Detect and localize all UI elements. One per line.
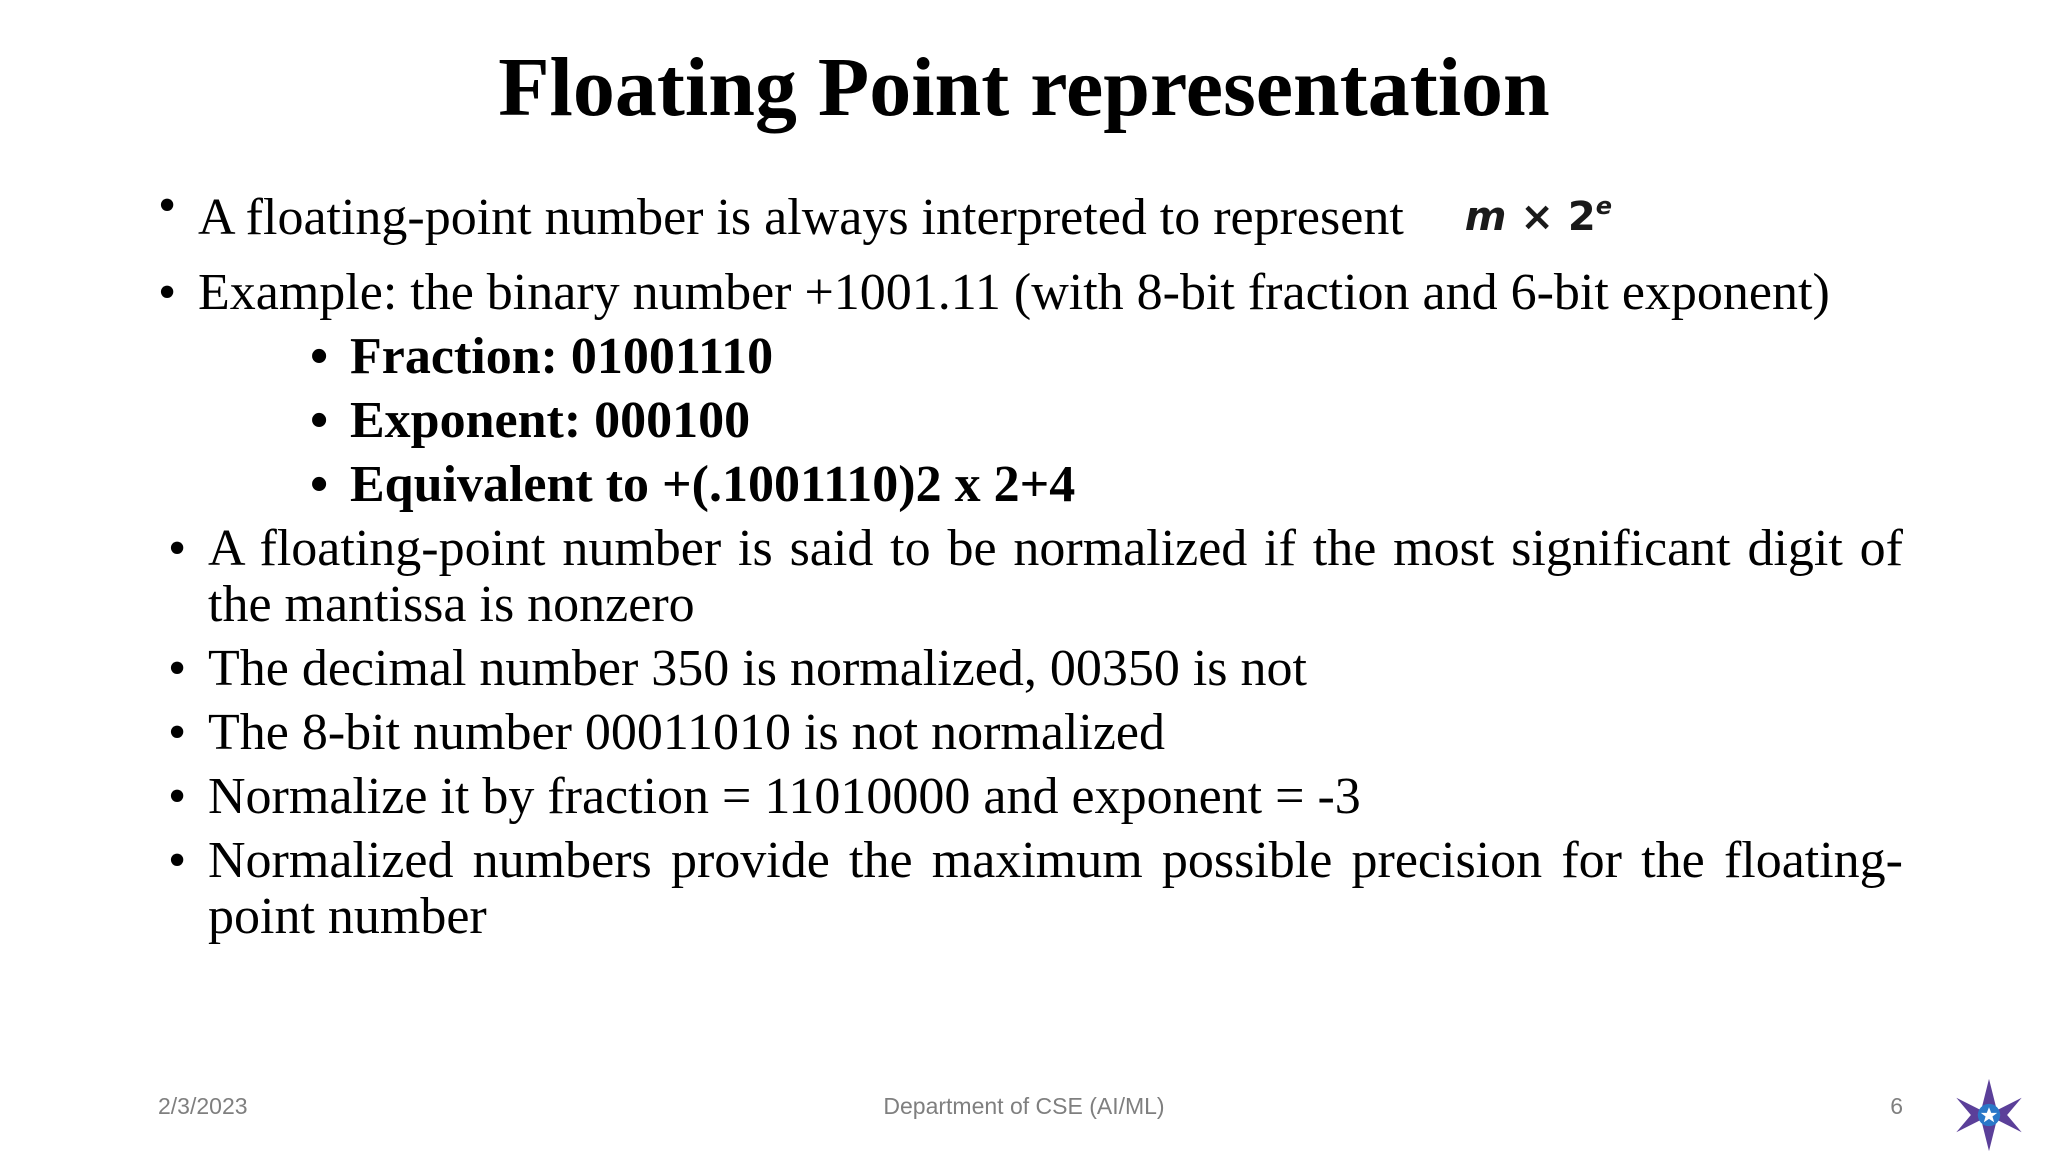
bullet-item xyxy=(158,705,1903,761)
bullet-text: A floating-point number is always interpreted to represent xyxy=(198,189,1404,246)
bullet-text: The decimal number 350 is normalized, 00350 is not xyxy=(208,640,1307,697)
bullet-item xyxy=(158,833,1903,945)
bullet-item xyxy=(158,769,1903,825)
formula-m-times-2-power-e xyxy=(1465,178,1612,245)
formula-base: 2 xyxy=(1567,194,1596,240)
bullet-item xyxy=(158,265,1903,321)
slide-title: Floating Point representation xyxy=(498,41,1550,134)
sub-bullet-text: Fraction: 01001110 xyxy=(350,328,774,385)
footer-page-number: 6 xyxy=(1890,1093,1903,1119)
bullet-text: Normalize it by fraction = 11010000 and exponent = -3 xyxy=(208,768,1361,825)
bullet-text: Example: the binary number +1001.11 (with 8-bit fraction and 6-bit exponent) xyxy=(198,264,1830,321)
bullet-dot: • xyxy=(158,264,177,321)
bullet-text: Normalized numbers provide the maximum possible precision for the floating-point number xyxy=(208,832,1903,945)
bullet-dot: • xyxy=(168,520,187,577)
bullet-text: A floating-point number is said to be normalized if the most significant digit of the mantissa is nonzero xyxy=(208,520,1903,633)
bullet-item xyxy=(158,521,1903,633)
bullet-item xyxy=(158,178,1903,246)
sub-bullet-text: Exponent: 000100 xyxy=(350,392,751,449)
bullet-dot: • xyxy=(310,392,329,449)
bullet-text: The 8-bit number 00011010 is not normalized xyxy=(208,704,1165,761)
bullet-dot: • xyxy=(168,768,187,825)
sub-bullet-text: Equivalent to +(.1001110)2 x 2+4 xyxy=(350,456,1076,513)
sub-bullet-item xyxy=(158,457,1903,513)
bullet-dot: • xyxy=(168,640,187,697)
bullet-item xyxy=(158,641,1903,697)
bullet-dot: • xyxy=(310,456,329,513)
formula-mantissa: m xyxy=(1464,194,1507,240)
slide-content xyxy=(158,178,1903,953)
bullet-dot: • xyxy=(158,177,177,234)
sub-bullet-item xyxy=(158,329,1903,385)
sub-bullet-item xyxy=(158,393,1903,449)
bullet-dot: • xyxy=(310,328,329,385)
formula-exponent: e xyxy=(1595,192,1612,220)
footer-date: 2/3/2023 xyxy=(158,1093,248,1119)
formula-times: × xyxy=(1520,194,1554,240)
bullet-dot: • xyxy=(168,832,187,889)
footer-department: Department of CSE (AI/ML) xyxy=(883,1093,1165,1119)
bullet-dot: • xyxy=(168,704,187,761)
university-emblem-icon xyxy=(1946,1072,2032,1158)
